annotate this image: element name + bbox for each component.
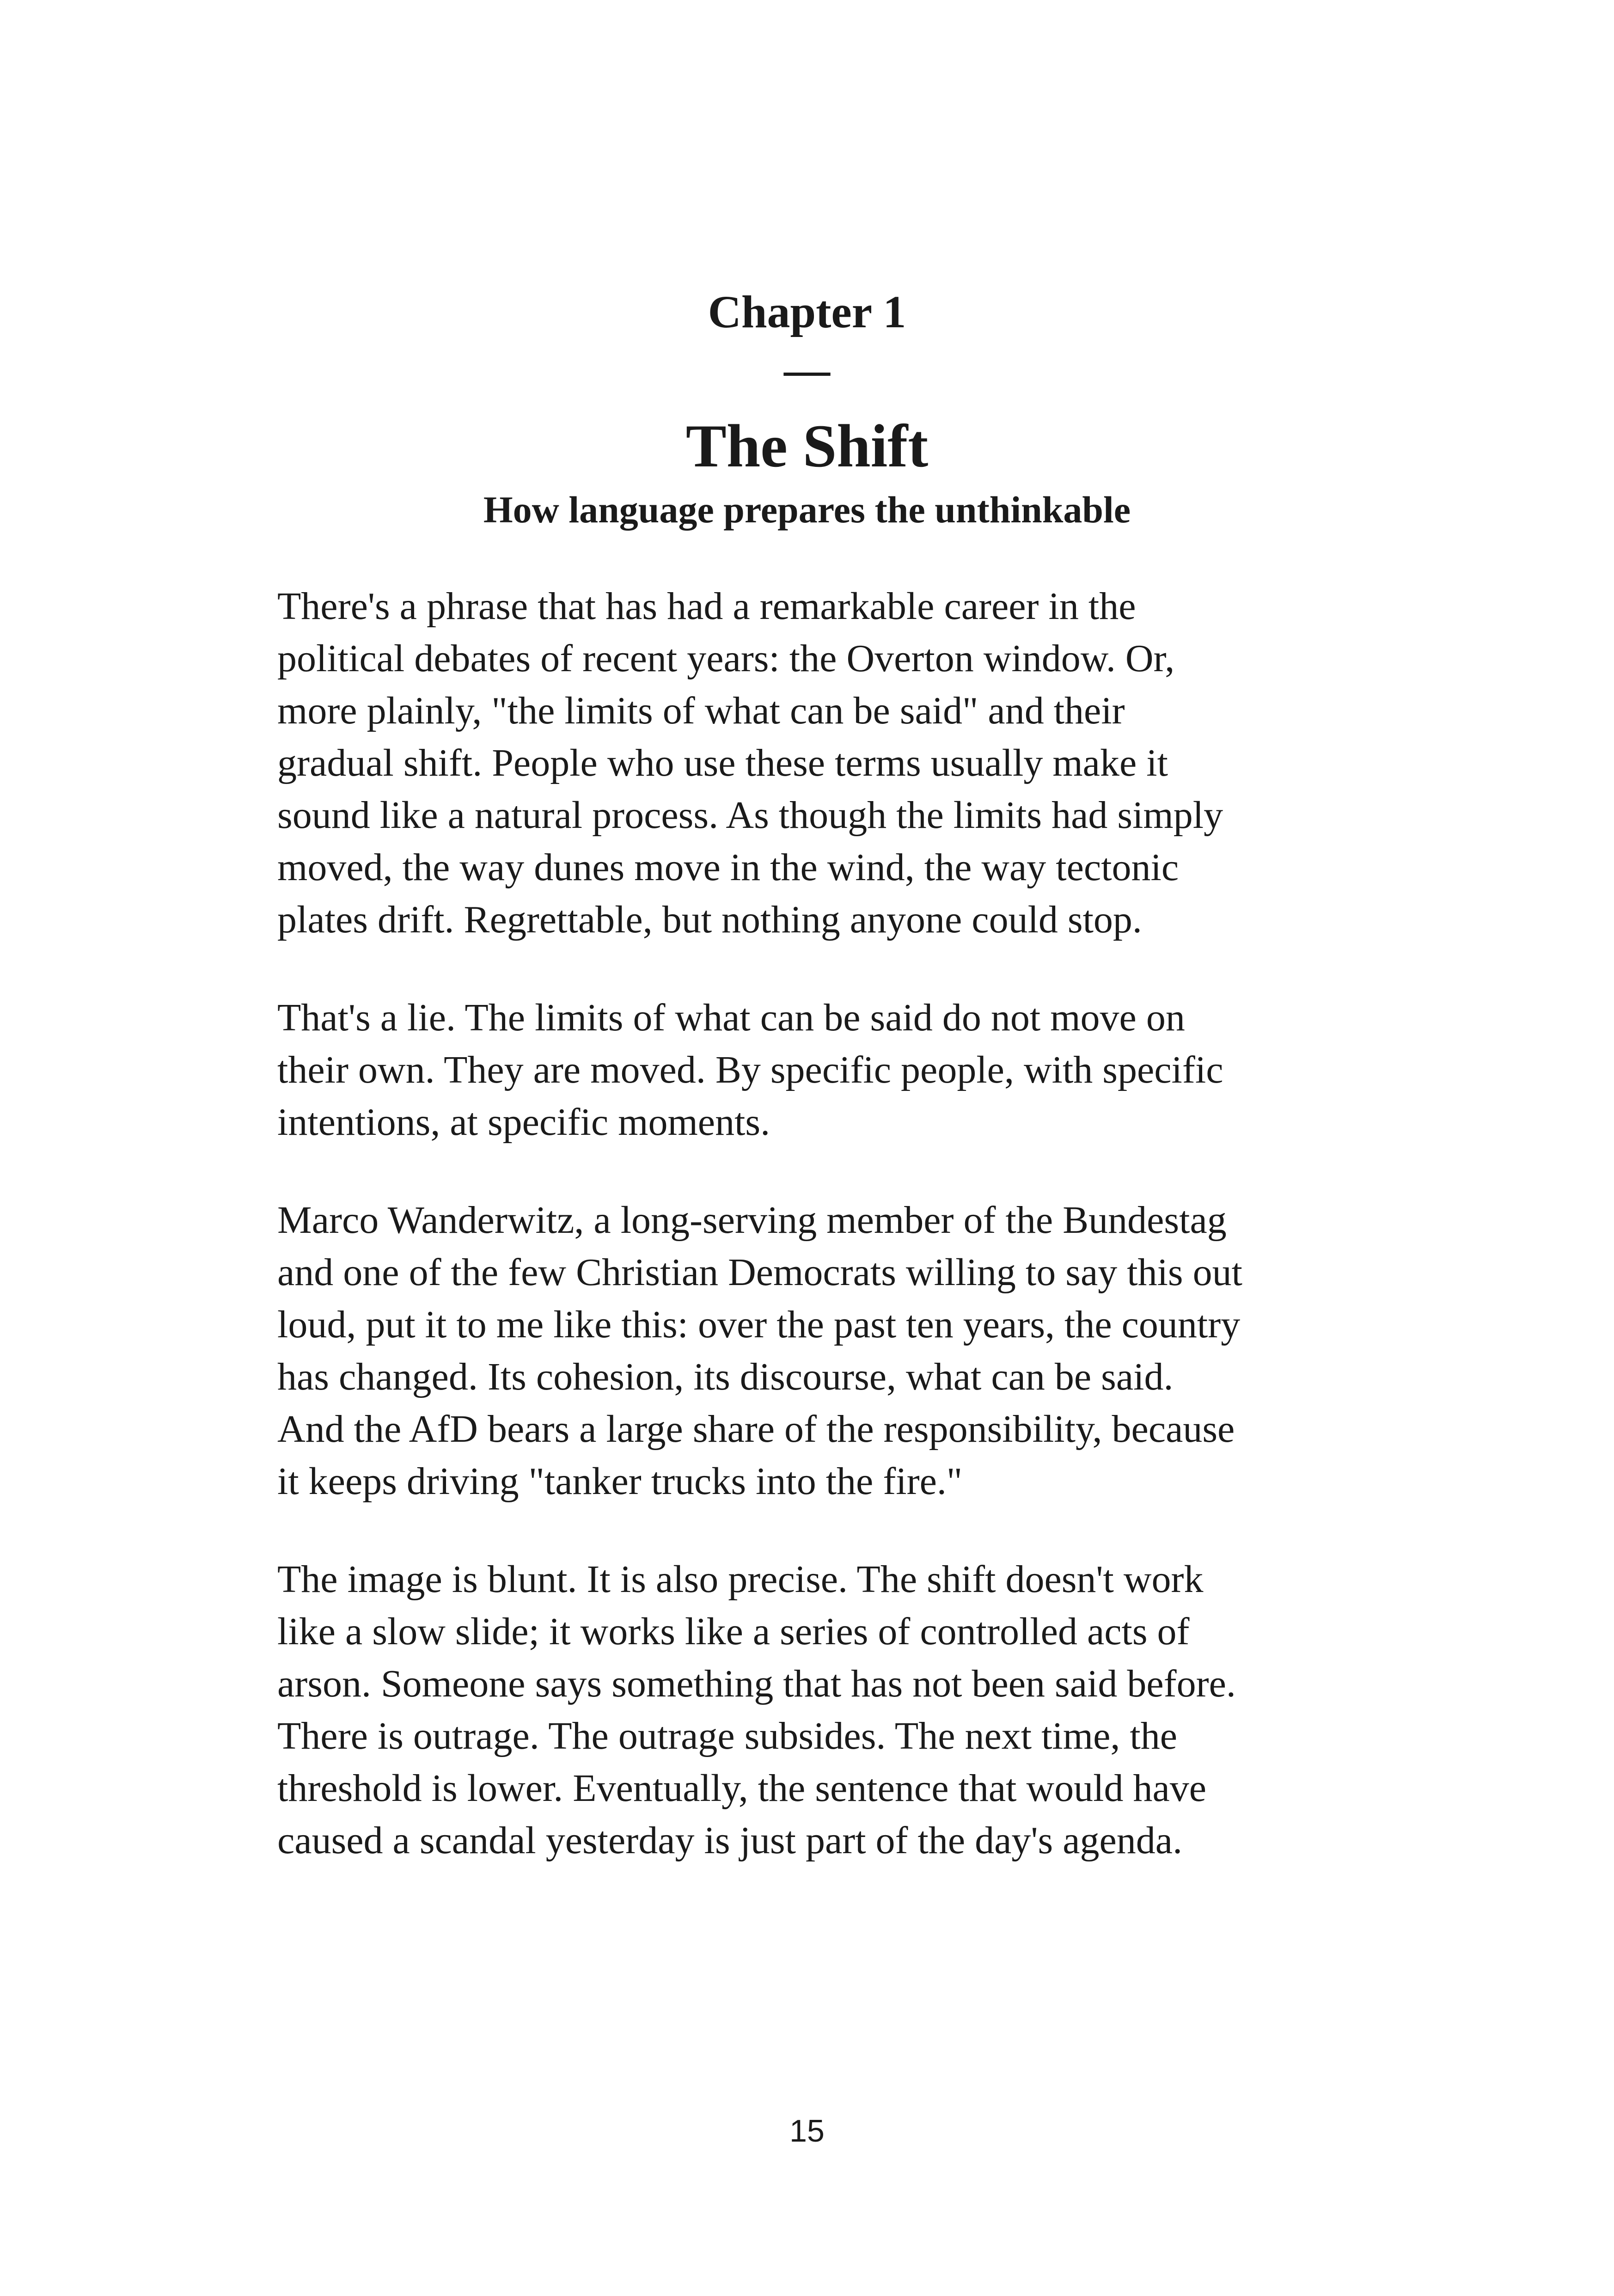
- page-number: 15: [789, 2113, 825, 2149]
- chapter-label: Chapter 1: [708, 286, 906, 337]
- paragraph-3: Marco Wanderwitz, a long-serving member of the Bundestag and one of the few Christian Democrats willing to say this out loud, put it to me like this: over the past ten years, the country has changed. Its cohesion, its discourse, what can be said. And the AfD bears a large share of the responsibility, because it keeps driving "tanker trucks into the fire.": [277, 1199, 1242, 1503]
- paragraph-4: The image is blunt. It is also precise. The shift doesn't work like a slow slide; it works like a series of controlled acts of arson. Someone says something that has not been said before. There is outrage. The outrage subsides. The next time, the threshold is lower. Eventually, the sentence that would have caused a scandal yesterday is just part of the day's agenda.: [277, 1558, 1236, 1862]
- chapter-title: The Shift: [685, 412, 929, 480]
- chapter-dash: —: [784, 344, 830, 395]
- chapter-body: [277, 580, 1340, 1912]
- chapter-subtitle: How language prepares the unthinkable: [483, 489, 1131, 531]
- paragraph-2: That's a lie. The limits of what can be said do not move on their own. They are moved. By specific people, with specific intentions, at specific moments.: [277, 996, 1223, 1144]
- paragraph-1: There's a phrase that has had a remarkable career in the political debates of recent years: the Overton window. Or, more plainly, "the limits of what can be said" and their gradual shift. People who use these terms usually make it sound like a natural process. As though the limits had simply moved, the way dunes move in the wind, the way tectonic plates drift. Regrettable, but nothing anyone could stop.: [277, 585, 1223, 941]
